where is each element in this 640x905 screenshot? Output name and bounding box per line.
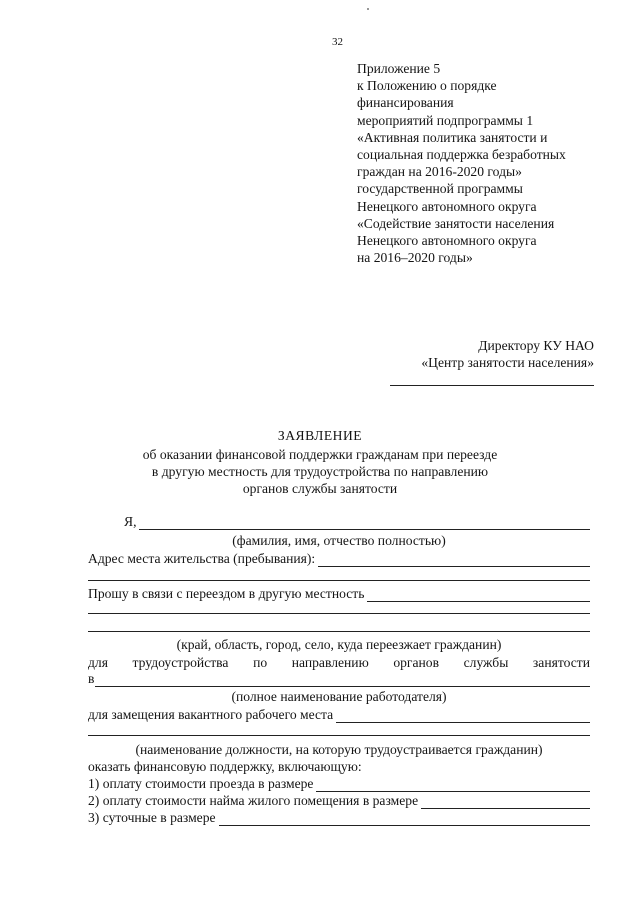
support-label: оказать финансовую поддержку, включающую:: [88, 759, 362, 774]
purpose-word: службы: [463, 655, 509, 670]
scan-speck: [367, 8, 369, 10]
subtitle-line: в другую местность для трудоустройства по направлению: [151, 464, 489, 480]
item1-label: 1) оплату стоимости проезда в размере: [88, 776, 314, 791]
address-field-continued[interactable]: [88, 580, 590, 581]
in-label: в: [88, 671, 95, 686]
address-label: Адрес места жительства (пребывания):: [88, 551, 316, 566]
addressee-line-2: «Центр занятости населения»: [421, 355, 594, 371]
item2-row: [88, 792, 590, 809]
vacancy-row: [88, 706, 590, 723]
purpose-word: трудоустройства: [132, 655, 229, 670]
appendix-line: государственной программы: [357, 181, 523, 197]
subtitle-line: об оказании финансовой поддержки гражданам при переезде: [142, 447, 498, 462]
vacancy-label: для замещения вакантного рабочего места: [88, 707, 334, 722]
place-caption: (край, область, город, село, куда переезжает гражданин): [176, 637, 502, 652]
address-field[interactable]: [318, 553, 590, 567]
vacancy-field[interactable]: [336, 709, 590, 723]
employer-row: [88, 670, 590, 687]
item3-label: 3) суточные в размере: [88, 810, 216, 825]
purpose-word: занятости: [532, 655, 590, 670]
purpose-word: для: [88, 655, 108, 670]
fio-field[interactable]: [139, 516, 590, 530]
item3-row: [88, 809, 590, 826]
item1-row: [88, 775, 590, 792]
appendix-line: Ненецкого автономного округа: [357, 198, 537, 214]
purpose-word: направлению: [291, 655, 369, 670]
request-row: [88, 585, 590, 602]
subtitle-line: органов службы занятости: [242, 481, 398, 497]
appendix-line: на 2016–2020 годы»: [357, 250, 473, 266]
appendix-line: граждан на 2016-2020 годы»: [357, 164, 522, 180]
appendix-block: [357, 60, 566, 266]
appendix-line: Ненецкого автономного округа: [357, 232, 537, 248]
address-row: [88, 550, 590, 567]
request-label: Прошу в связи с переездом в другую местность: [88, 586, 365, 601]
vacancy-field-continued[interactable]: [88, 735, 590, 736]
purpose-line: [88, 654, 590, 671]
destination-field[interactable]: [367, 588, 590, 602]
appendix-line: мероприятий подпрограммы 1: [357, 112, 534, 128]
purpose-word: органов: [393, 655, 440, 670]
appendix-line: финансирования: [357, 95, 454, 111]
i-label: Я,: [124, 514, 137, 529]
addressee-signature-line[interactable]: [390, 371, 594, 386]
addressee-line-1: Директору КУ НАО: [478, 338, 594, 353]
appendix-line: социальная поддержка безработных: [357, 146, 566, 162]
position-caption: (наименование должности, на которую трудоустраивается гражданин): [135, 742, 543, 757]
appendix-line: к Положению о порядке: [357, 78, 497, 94]
item2-label: 2) оплату стоимости найма жилого помещения в размере: [88, 793, 419, 808]
document-subtitle: [0, 446, 640, 498]
appendix-line: «Содействие занятости населения: [357, 215, 555, 231]
addressee-block: [390, 337, 594, 386]
travel-cost-field[interactable]: [316, 778, 590, 792]
employer-caption: (полное наименование работодателя): [231, 689, 447, 704]
destination-field-continued[interactable]: [88, 613, 590, 614]
daily-allowance-field[interactable]: [219, 812, 590, 826]
housing-cost-field[interactable]: [421, 795, 590, 809]
appendix-line: Приложение 5: [357, 61, 441, 76]
destination-field-continued[interactable]: [88, 631, 590, 632]
page-number: 32: [332, 36, 343, 48]
fio-caption: (фамилия, имя, отчество полностью): [232, 533, 446, 548]
document-title: ЗАЯВЛЕНИЕ: [277, 428, 363, 443]
fio-row: [124, 513, 590, 530]
employer-field[interactable]: [95, 673, 590, 687]
purpose-word: по: [253, 655, 268, 670]
appendix-line: «Активная политика занятости и: [357, 129, 548, 145]
